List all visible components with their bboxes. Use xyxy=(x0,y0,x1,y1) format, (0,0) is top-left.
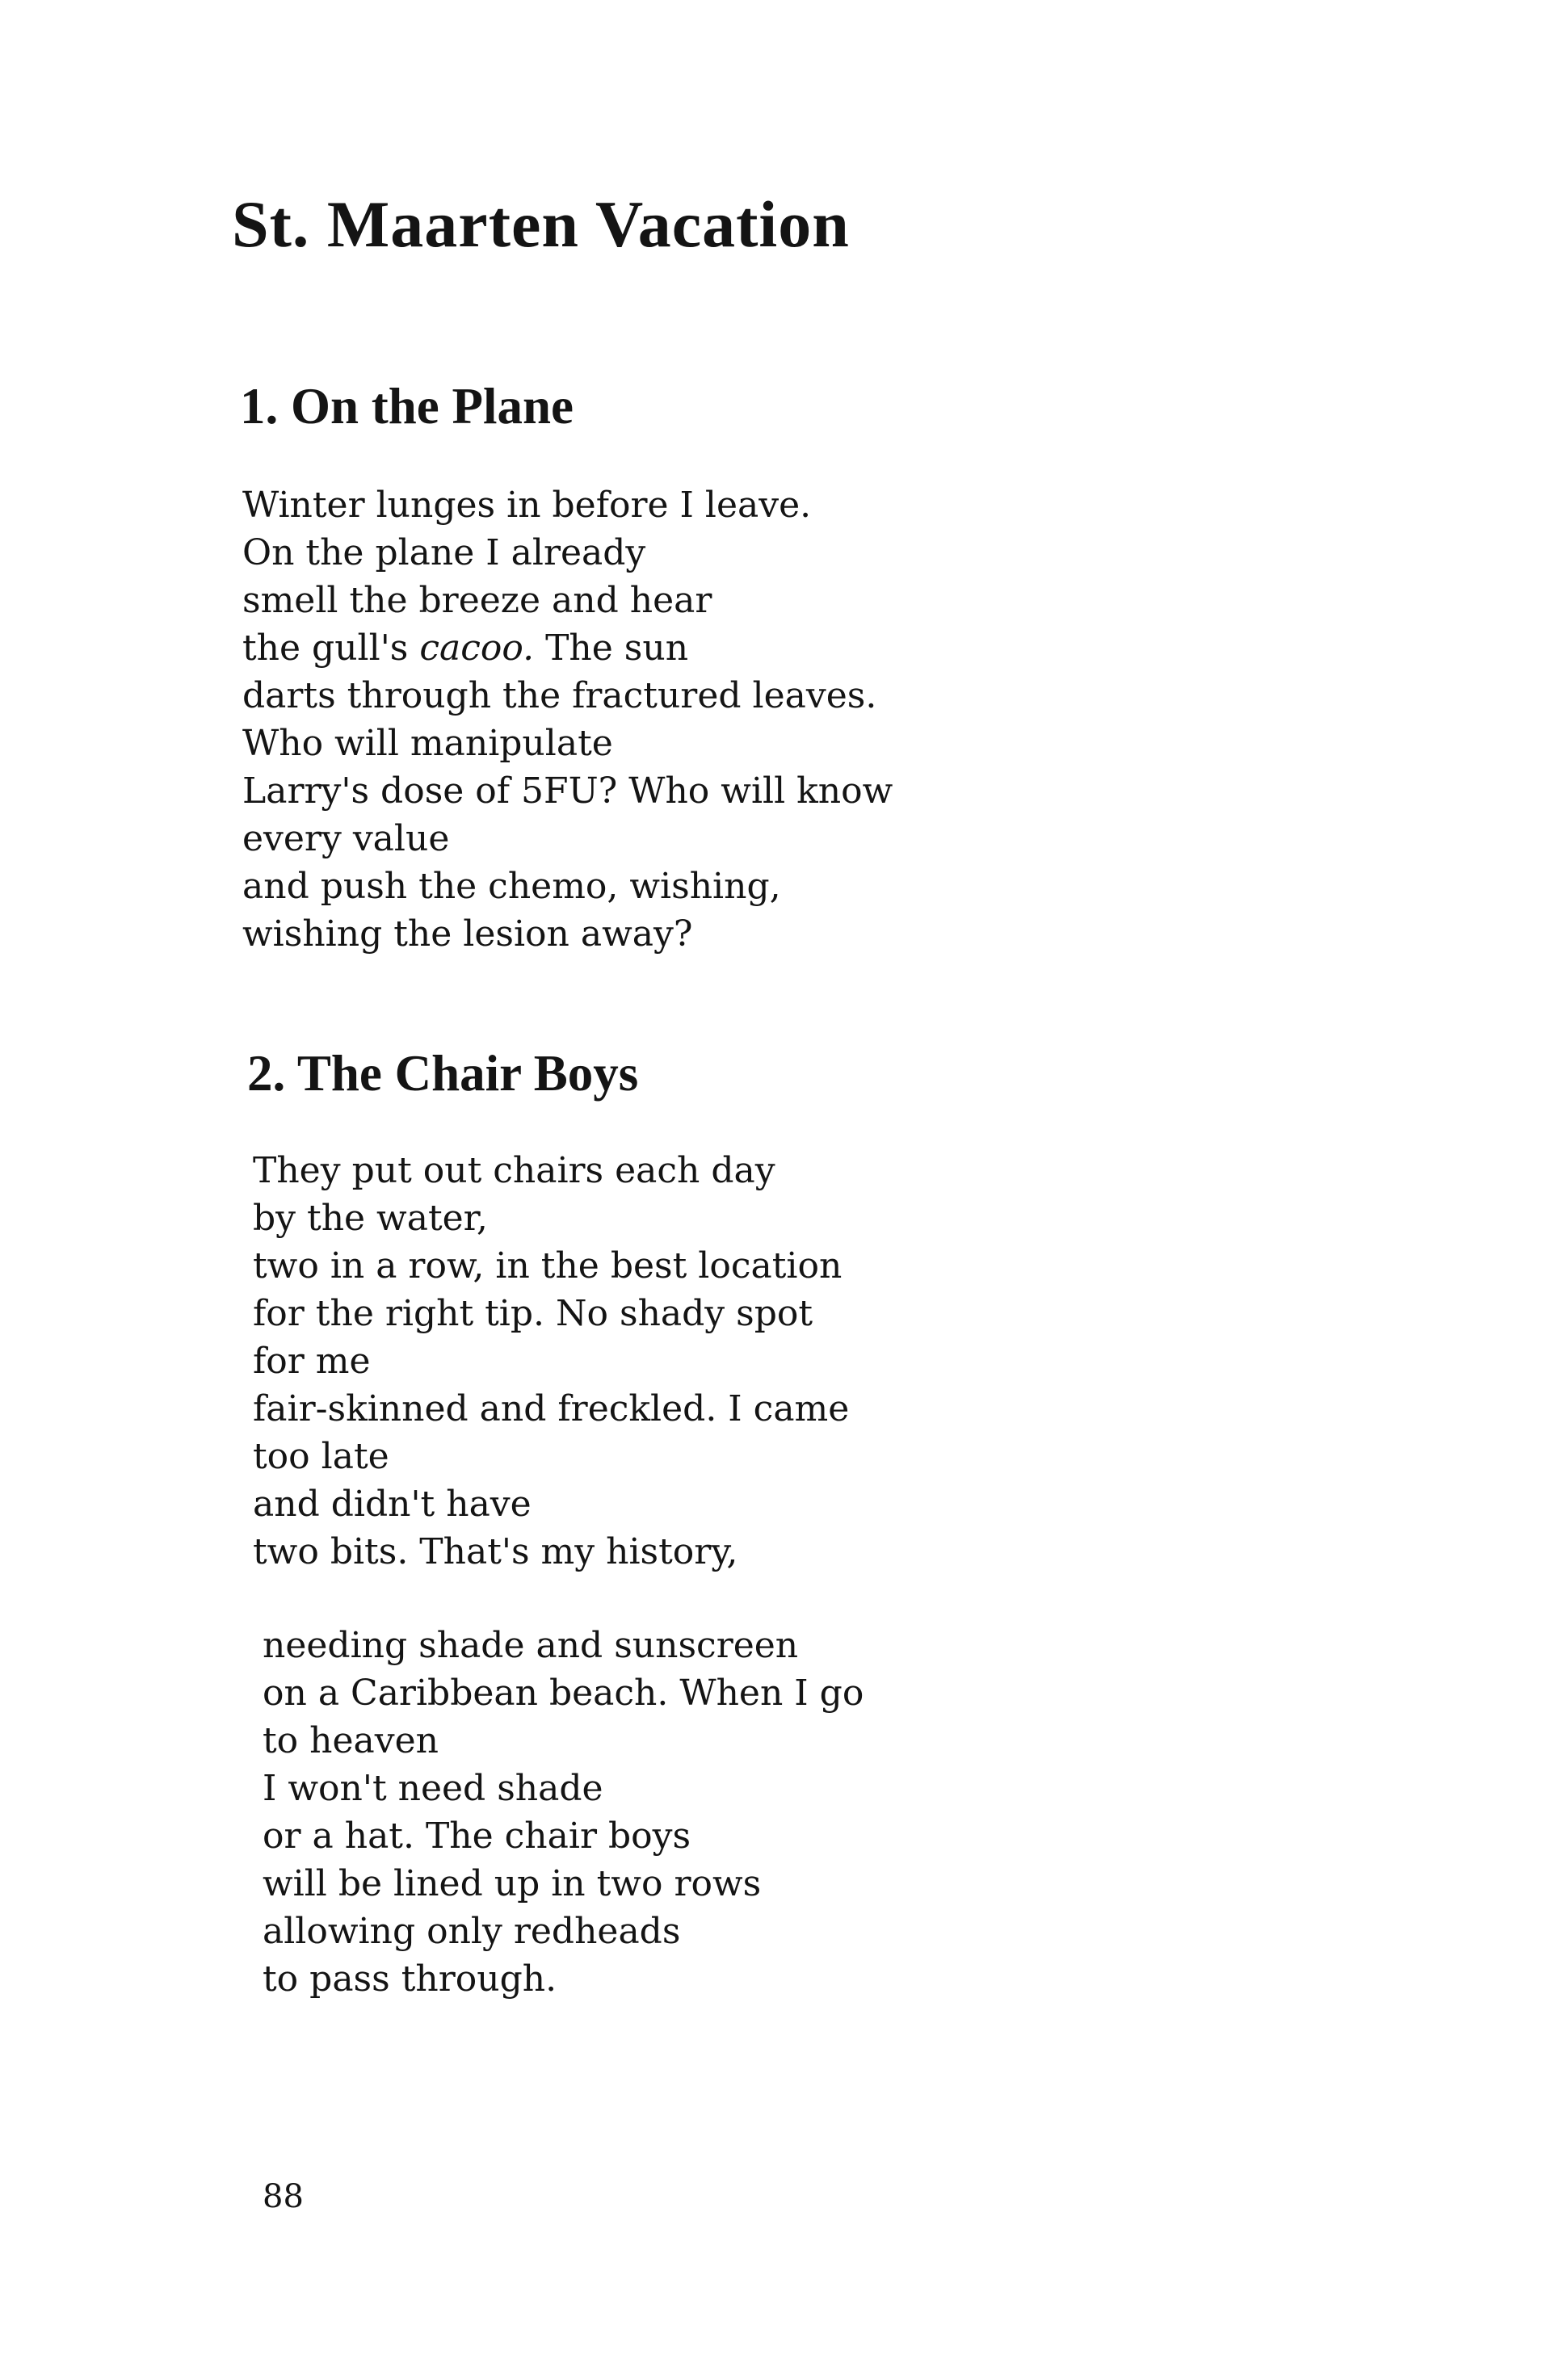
poem-line: smell the breeze and hear xyxy=(242,580,712,621)
poem-line: On the plane I already xyxy=(242,532,646,573)
poem-line: two in a row, in the best location xyxy=(253,1245,843,1287)
poem-line: Larry's dose of 5FU? Who will know xyxy=(242,770,893,812)
stanza xyxy=(242,481,893,958)
poem-line: by the water, xyxy=(253,1198,488,1239)
poem-line: They put out chairs each day xyxy=(253,1150,775,1191)
poem-line: the gull's cacoo. The sun xyxy=(242,628,689,669)
poem-line: Winter lunges in before I leave. xyxy=(242,485,812,526)
poem-line: for me xyxy=(253,1341,371,1382)
poem-line: allowing only redheads xyxy=(263,1911,681,1952)
poem-line: too late xyxy=(253,1436,389,1477)
page-number: 88 xyxy=(263,2178,304,2215)
section-heading-the-chair-boys: 2. The Chair Boys xyxy=(247,1045,639,1102)
stanza xyxy=(263,1622,864,2003)
poem-line: and push the chemo, wishing, xyxy=(242,866,781,907)
poem-line: needing shade and sunscreen xyxy=(263,1625,799,1666)
section-heading-on-the-plane: 1. On the Plane xyxy=(240,378,574,434)
poem-title: St. Maarten Vacation xyxy=(232,187,850,261)
poem-line: two bits. That's my history, xyxy=(253,1531,738,1572)
poem-line: I won't need shade xyxy=(263,1768,603,1809)
italic-word: cacoo. xyxy=(419,628,535,669)
stanza xyxy=(253,1147,849,1576)
poem-line: every value xyxy=(242,818,450,859)
poem-line: wishing the lesion away? xyxy=(242,913,693,955)
poem-line: to pass through. xyxy=(263,1958,557,2000)
poem-line: to heaven xyxy=(263,1720,439,1761)
poem-line: darts through the fractured leaves. xyxy=(242,675,877,716)
poem-line: fair-skinned and freckled. I came xyxy=(253,1388,850,1429)
poem-line: or a hat. The chair boys xyxy=(263,1815,691,1857)
poem-line: and didn't have xyxy=(253,1484,532,1525)
poem-line: Who will manipulate xyxy=(242,723,613,764)
poem-line: on a Caribbean beach. When I go xyxy=(263,1673,864,1714)
poem-line: for the right tip. No shady spot xyxy=(253,1293,813,1334)
poem-line: will be lined up in two rows xyxy=(263,1863,762,1904)
